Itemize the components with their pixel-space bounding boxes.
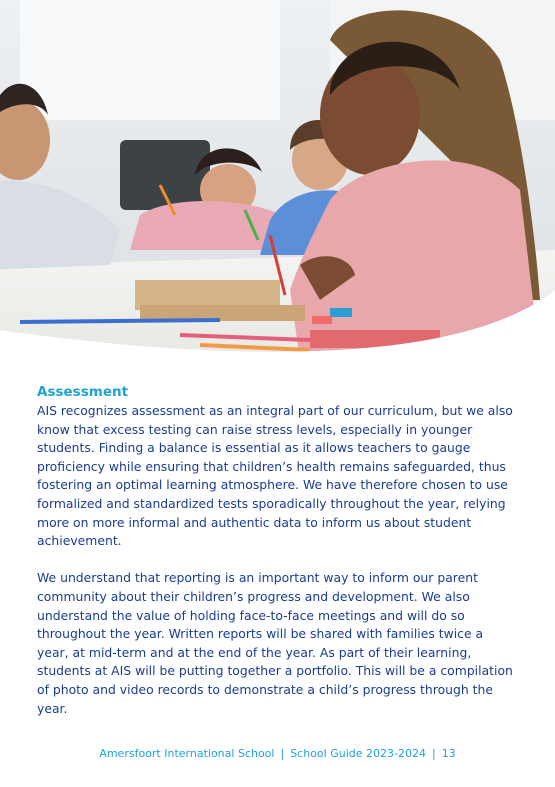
page-footer: [0, 747, 555, 760]
assessment-section: [37, 383, 517, 718]
paragraph-assessment: AIS recognizes assessment as an integral part of our curriculum, but we also know that excess testing can raise stress levels, especially in younger students. Finding a balance is essential as it allows teachers to gauge proficiency while ensuring that children’s health remains safeguarded, thus fostering an optimal learning atmosphere. We have therefore chosen to use formalized and standardized tests sporadically throughout the year, relying more on more informal and authentic data to inform us about student achievement.: [37, 403, 513, 549]
footer-page-number: 13: [441, 747, 456, 760]
footer-school-name: Amersfoort International School: [99, 747, 275, 760]
hero-photo-children-drawing: [0, 0, 555, 375]
footer-guide-title: School Guide 2023-2024: [290, 747, 426, 760]
footer-separator: |: [280, 747, 285, 760]
classroom-illustration: [0, 0, 555, 375]
footer-separator: |: [431, 747, 436, 760]
paragraph-reporting: We understand that reporting is an important way to inform our parent community about their children’s progress and development. We also understand the value of holding face-to-face meetings and will do so throughout the year. Written reports will be shared with families twice a year, at mid-term and at the end of the year. As part of their learning, students at AIS will be putting together a portfolio. This will be a compilation of photo and video records to demonstrate a child’s progress through the year.: [37, 570, 513, 716]
section-heading: Assessment: [37, 384, 129, 400]
